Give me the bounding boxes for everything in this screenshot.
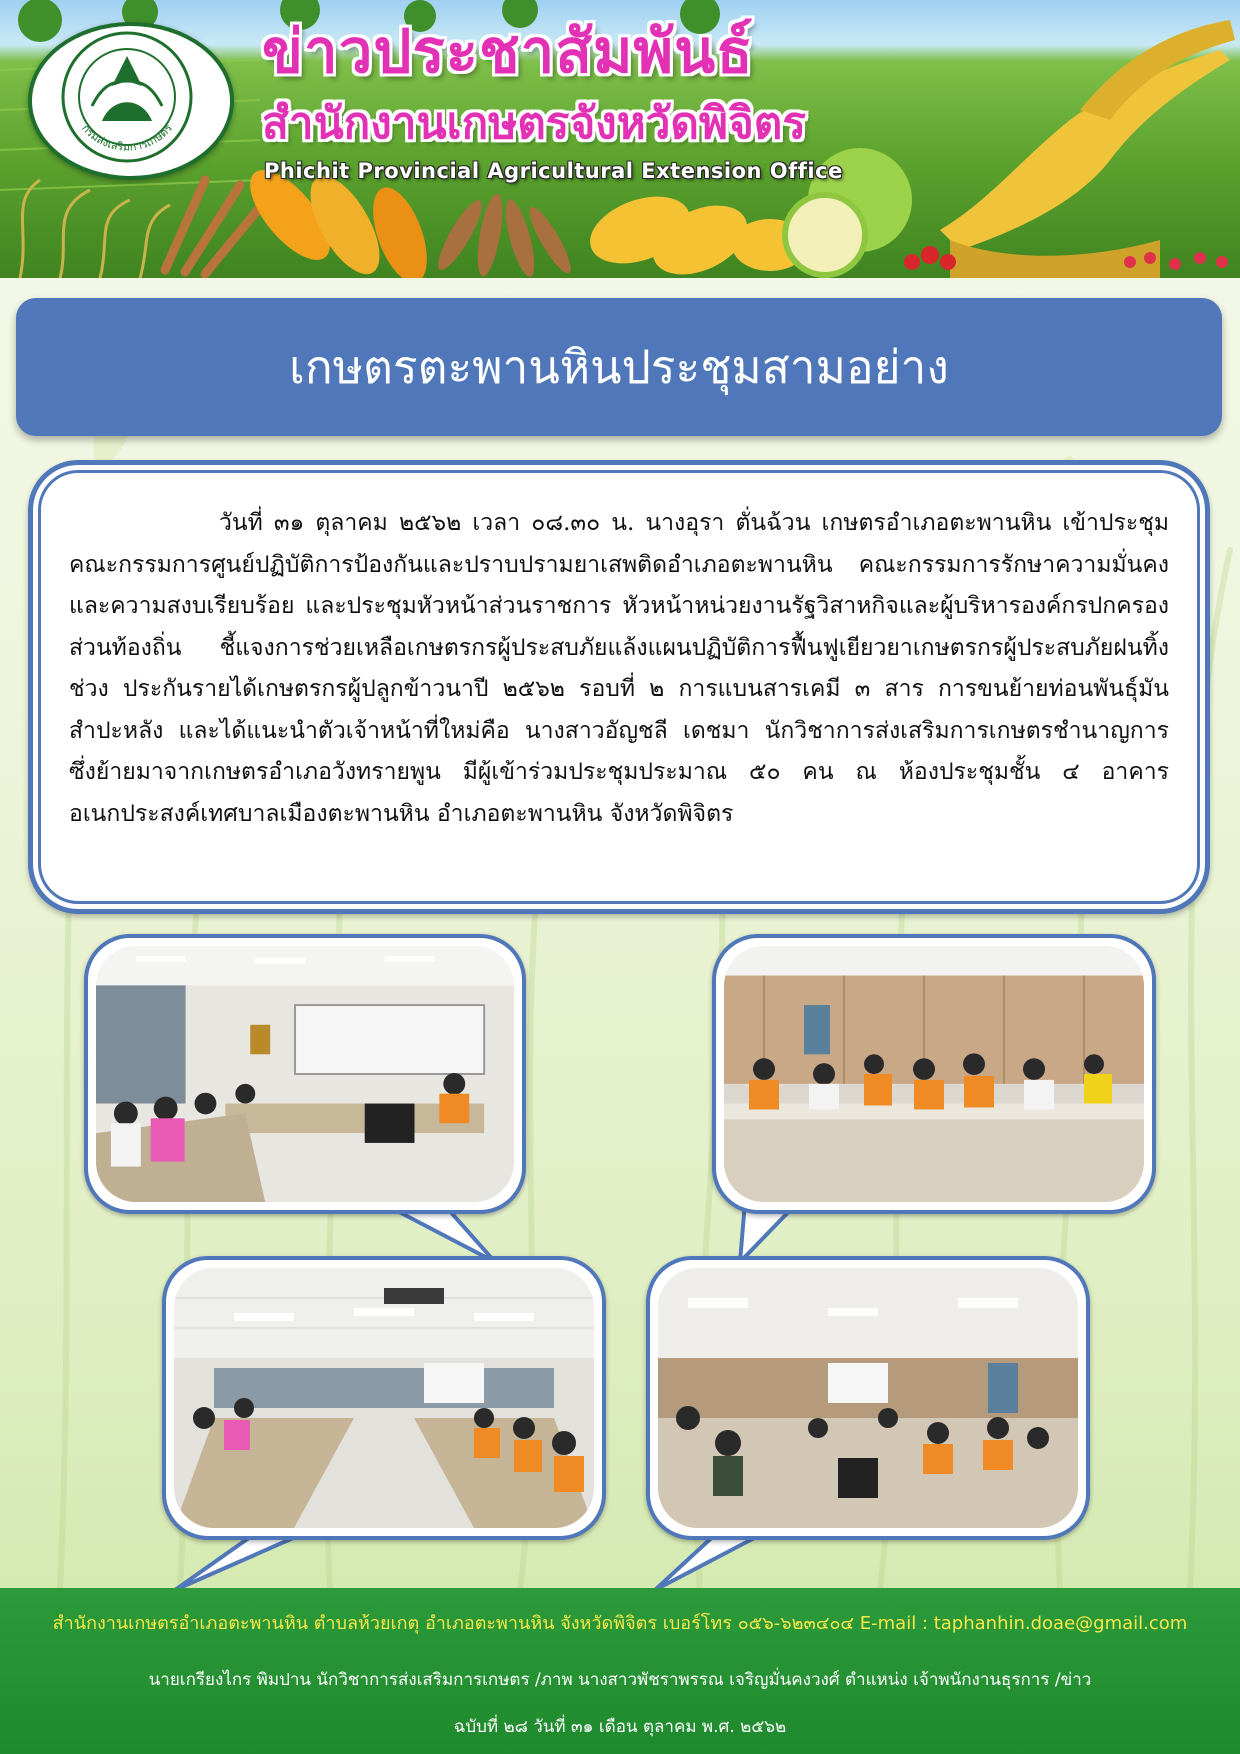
meeting-room-photo-illustration <box>724 946 1144 1202</box>
meeting-photo-4 <box>646 1256 1090 1540</box>
banner-english-name: Phichit Provincial Agricultural Extension Office <box>264 159 843 183</box>
banner-subtitle: สำนักงานเกษตรจังหวัดพิจิตร <box>262 98 806 149</box>
news-body-text: วันที่ ๓๑ ตุลาคม ๒๕๖๒ เวลา ๐๘.๓๐ น. นางอุรา ตั่นฉ้วน เกษตรอำเภอตะพานหิน เข้าประชุมคณะกรรมการศูนย์ปฏิบัติการป้องกันและปราบปรามยาเสพติดอำเภอตะพานหิน คณะกรรมการรักษาความมั่นคงและความสงบเรียบร้อย และประชุมหัวหน้าส่วนราชการ หัวหน้าหน่วยงานรัฐวิสาหกิจและผู้บริหารองค์กรปกครองส่วนท้องถิ่น ชี้แจงการช่วยเหลือเกษตรกรผู้ประสบภัยแล้งแผนปฏิบัติการฟื้นฟูเยียวยาเกษตรกรผู้ประสบภัยฝนทิ้งช่วง ประกันรายได้เกษตรกรผู้ปลูกข้าวนาปี ๒๕๖๒ รอบที่ ๒ การแบนสารเคมี ๓ สาร การขนย้ายท่อนพันธุ์มันสำปะหลัง และได้แนะนำตัวเจ้าหน้าที่ใหม่คือ นางสาวอัญชลี เดชมา นักวิชาการส่งเสริมการเกษตรชำนาญการ ซึ่งย้ายมาจากเกษตรอำเภอวังทรายพูน มีผู้เข้าร่วมประชุมประมาณ ๕๐ คน ณ ห้องประชุมชั้น ๔ อาคารอเนกประสงค์เทศบาลเมืองตะพานหิน อำเภอตะพานหิน จังหวัดพิจิตร <box>69 510 1169 827</box>
footer <box>0 1588 1240 1754</box>
meeting-photo-3 <box>162 1256 606 1540</box>
meeting-photo-2 <box>712 934 1156 1214</box>
meeting-room-photo-illustration <box>658 1268 1078 1528</box>
meeting-room-photo-illustration <box>174 1268 594 1528</box>
news-headline: เกษตรตะพานหินประชุมสามอย่าง <box>289 340 949 394</box>
footer-issue-info: ฉบับที่ ๒๘ วันที่ ๓๑ เดือน ตุลาคม พ.ศ. ๒๕๖๒ <box>453 1717 787 1737</box>
meeting-photo-1 <box>84 934 526 1214</box>
footer-office-contact: สำนักงานเกษตรอำเภอตะพานหิน ตำบลห้วยเกตุ อำเภอตะพานหิน จังหวัดพิจิตร เบอร์โทร ๐๕๖-๖๒๓๔๐๔ E-mail : taphanhin.doae@gmail.com <box>52 1613 1188 1634</box>
banner-title: ข่าวประชาสัมพันธ์ <box>262 17 754 87</box>
meeting-room-photo-illustration <box>96 946 514 1202</box>
svg-text:กรมส่งเสริมการเกษตร: กรมส่งเสริมการเกษตร <box>78 121 176 154</box>
footer-credits: นายเกรียงไกร พิมปาน นักวิชาการส่งเสริมการเกษตร /ภาพ นางสาวพัชราพรรณ เจริญมั่นคงวงศ์ ตำแหน่ง เจ้าพนักงานธุรการ /ข่าว <box>148 1670 1092 1690</box>
